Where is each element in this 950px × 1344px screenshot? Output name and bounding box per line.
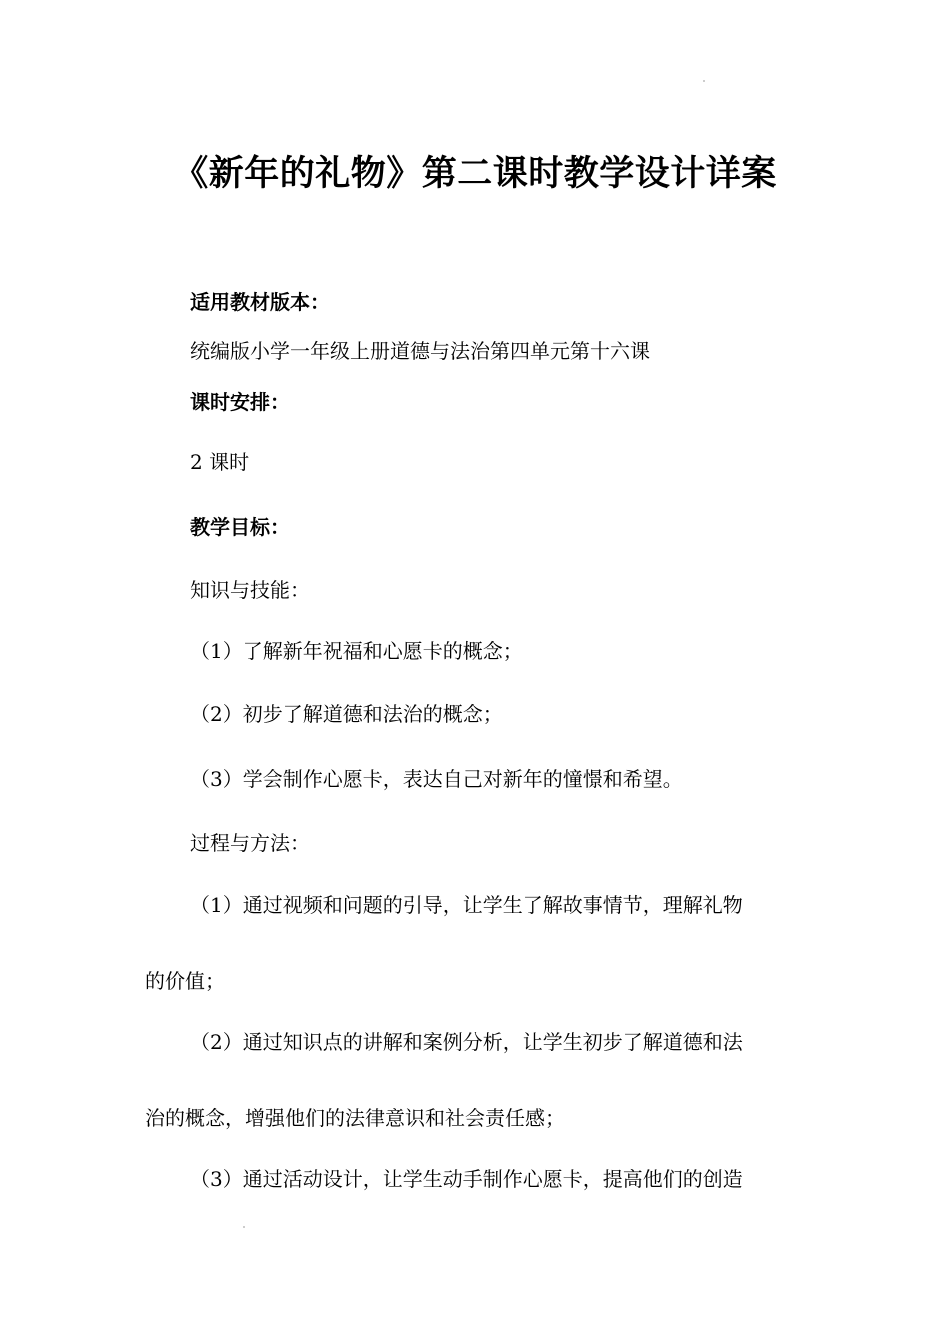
process-item-2-line-1: （2）通过知识点的讲解和案例分析，让学生初步了解道德和法 [190,1030,743,1054]
schedule-label: 课时安排： [190,390,290,414]
knowledge-item-3: （3）学会制作心愿卡，表达自己对新年的憧憬和希望。 [190,767,683,791]
knowledge-item-1: （1）了解新年祝福和心愿卡的概念； [190,639,523,663]
goals-label: 教学目标： [190,515,290,539]
edition-value: 统编版小学一年级上册道德与法治第四单元第十六课 [190,339,650,363]
edition-label: 适用教材版本： [190,290,330,314]
page-mark-top [703,80,705,82]
process-item-3-line-1: （3）通过活动设计，让学生动手制作心愿卡，提高他们的创造 [190,1167,743,1191]
process-item-2-line-2: 治的概念，增强他们的法律意识和社会责任感； [145,1106,565,1130]
page-mark-bottom [243,1226,245,1228]
process-heading: 过程与方法： [190,831,310,855]
process-item-1-line-1: （1）通过视频和问题的引导，让学生了解故事情节，理解礼物 [190,893,743,917]
knowledge-heading: 知识与技能： [190,578,310,602]
page-title: 《新年的礼物》第二课时教学设计详案 [173,154,777,194]
schedule-value: 2 课时 [190,450,250,474]
knowledge-item-2: （2）初步了解道德和法治的概念； [190,702,503,726]
process-item-1-line-2: 的价值； [145,969,225,993]
